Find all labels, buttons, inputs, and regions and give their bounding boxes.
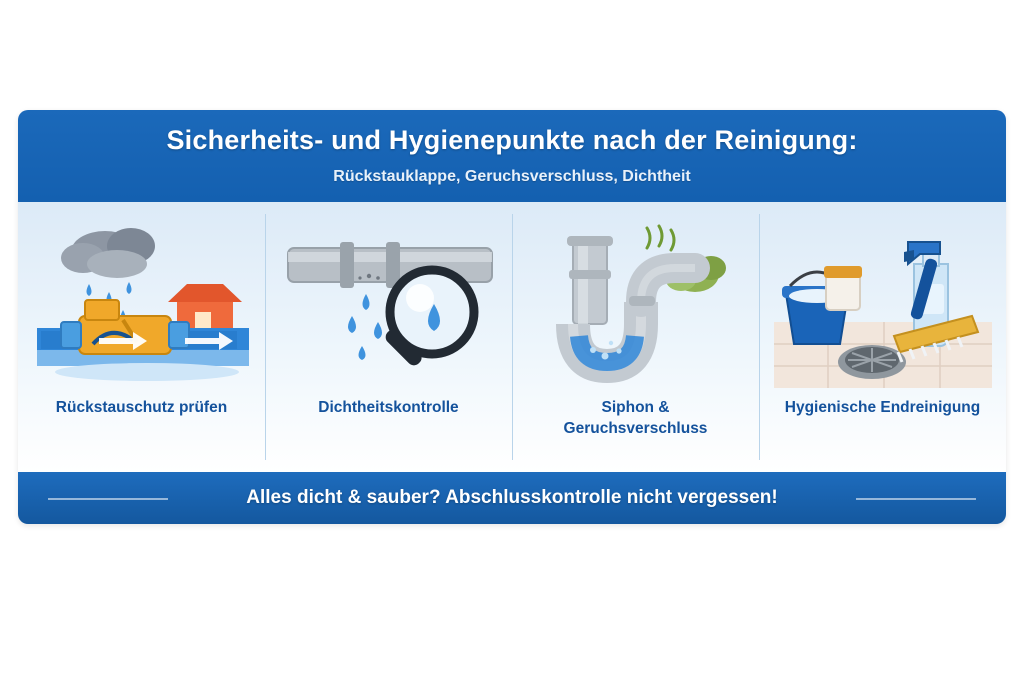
header-subtitle: Rückstauklappe, Geruchsverschluss, Dichtheit (333, 167, 691, 185)
panel-label-backwater-protection: Rückstauschutz prüfen (55, 399, 228, 416)
magnifier-pipe-leak-icon (274, 212, 504, 392)
infographic-header (18, 110, 1006, 202)
panel-label-final-cleaning: Hygienische Endreinigung (784, 399, 981, 416)
footer-text: Alles dicht & sauber? Abschlusskontrolle nicht vergessen! (246, 487, 778, 508)
footer-rule-right (856, 498, 976, 500)
panel-backwater-protection[interactable] (18, 202, 265, 472)
siphon-odor-trap-icon (521, 212, 751, 392)
header-title: Sicherheits- und Hygienepunkte nach der Reinigung: (166, 125, 858, 156)
panel-label-siphon-odor-trap: Siphon & Geruchsverschluss (563, 399, 708, 437)
panels-row (18, 202, 1006, 472)
cleaning-supplies-icon (768, 212, 998, 392)
infographic-card (18, 110, 1006, 524)
panel-label-leak-check: Dichtheitskontrolle (318, 399, 459, 416)
backwater-valve-icon (27, 212, 257, 392)
panel-siphon-odor-trap[interactable] (512, 202, 759, 472)
footer-rule-left (48, 498, 168, 500)
panel-leak-check[interactable] (265, 202, 512, 472)
panel-final-cleaning[interactable] (759, 202, 1006, 472)
infographic-footer (18, 472, 1006, 524)
